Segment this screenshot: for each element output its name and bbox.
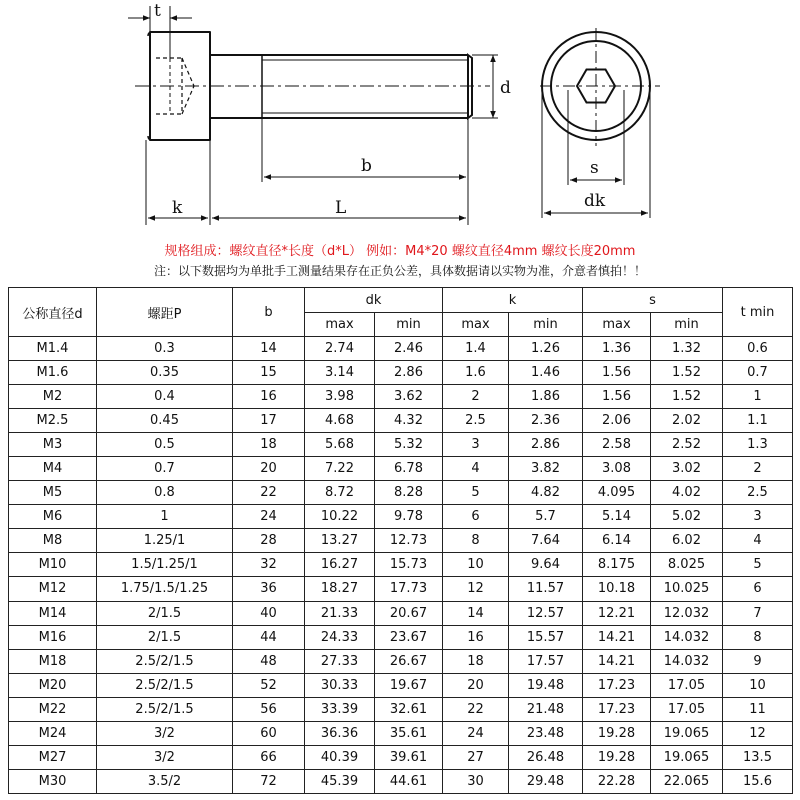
table-row (9, 409, 793, 433)
cell-b: 44 (233, 625, 305, 649)
table-row (9, 337, 793, 361)
cell-nominal: M16 (9, 625, 97, 649)
cell-nominal: M4 (9, 457, 97, 481)
cell-nominal: M5 (9, 481, 97, 505)
header-nominal-diameter: 公称直径d (9, 288, 97, 337)
label-d: d (500, 78, 511, 98)
cell-dk-min: 39.61 (375, 745, 443, 769)
cell-dk-min: 15.73 (375, 553, 443, 577)
cell-s-max: 1.36 (583, 337, 651, 361)
table-row (9, 385, 793, 409)
cell-k-min: 17.57 (509, 649, 583, 673)
cell-nominal: M30 (9, 769, 97, 793)
cell-dk-max: 27.33 (305, 649, 375, 673)
cell-pitch: 1 (97, 505, 233, 529)
cell-t-min: 10 (723, 673, 793, 697)
header-k-min: min (509, 313, 583, 337)
cell-s-min: 5.02 (651, 505, 723, 529)
cell-k-min: 19.48 (509, 673, 583, 697)
table-row (9, 505, 793, 529)
cell-b: 20 (233, 457, 305, 481)
table-row (9, 673, 793, 697)
cell-pitch: 1.25/1 (97, 529, 233, 553)
cell-dk-min: 23.67 (375, 625, 443, 649)
table-row (9, 625, 793, 649)
table-row (9, 697, 793, 721)
cell-b: 36 (233, 577, 305, 601)
header-dk-max: max (305, 313, 375, 337)
cell-nominal: M20 (9, 673, 97, 697)
cell-b: 17 (233, 409, 305, 433)
cell-dk-max: 21.33 (305, 601, 375, 625)
cell-b: 24 (233, 505, 305, 529)
cell-k-min: 3.82 (509, 457, 583, 481)
cell-dk-min: 26.67 (375, 649, 443, 673)
cell-s-max: 10.18 (583, 577, 651, 601)
cell-k-max: 1.6 (443, 361, 509, 385)
cell-nominal: M27 (9, 745, 97, 769)
cell-k-min: 4.82 (509, 481, 583, 505)
cell-dk-min: 6.78 (375, 457, 443, 481)
cell-k-max: 24 (443, 721, 509, 745)
cell-s-max: 1.56 (583, 361, 651, 385)
cell-k-max: 1.4 (443, 337, 509, 361)
cell-dk-max: 13.27 (305, 529, 375, 553)
cell-t-min: 2 (723, 457, 793, 481)
cell-s-max: 14.21 (583, 625, 651, 649)
label-t: t (154, 1, 161, 21)
cell-dk-max: 7.22 (305, 457, 375, 481)
cell-dk-max: 2.74 (305, 337, 375, 361)
cell-pitch: 0.35 (97, 361, 233, 385)
label-b: b (361, 156, 372, 176)
cell-nominal: M24 (9, 721, 97, 745)
cell-s-min: 4.02 (651, 481, 723, 505)
cell-dk-max: 4.68 (305, 409, 375, 433)
cell-dk-max: 24.33 (305, 625, 375, 649)
cell-pitch: 3/2 (97, 745, 233, 769)
cell-s-max: 5.14 (583, 505, 651, 529)
cell-nominal: M1.4 (9, 337, 97, 361)
header-k: k (443, 288, 583, 313)
dimension-table (8, 287, 793, 794)
cell-dk-min: 19.67 (375, 673, 443, 697)
cell-t-min: 6 (723, 577, 793, 601)
cell-s-max: 2.06 (583, 409, 651, 433)
cell-pitch: 0.45 (97, 409, 233, 433)
cell-nominal: M6 (9, 505, 97, 529)
cell-s-min: 2.02 (651, 409, 723, 433)
cell-pitch: 2.5/2/1.5 (97, 673, 233, 697)
cell-dk-min: 5.32 (375, 433, 443, 457)
cell-k-max: 6 (443, 505, 509, 529)
cell-pitch: 1.75/1.5/1.25 (97, 577, 233, 601)
cell-s-max: 8.175 (583, 553, 651, 577)
cell-b: 22 (233, 481, 305, 505)
cell-s-min: 17.05 (651, 697, 723, 721)
cell-pitch: 2.5/2/1.5 (97, 697, 233, 721)
cell-dk-max: 30.33 (305, 673, 375, 697)
tolerance-disclaimer: 注：以下数据均为单批手工测量结果存在正负公差，具体数据请以实物为准，介意者慎拍！！ (153, 264, 646, 278)
cell-k-max: 22 (443, 697, 509, 721)
cell-t-min: 1.1 (723, 409, 793, 433)
cell-t-min: 8 (723, 625, 793, 649)
cell-dk-max: 3.14 (305, 361, 375, 385)
cell-nominal: M18 (9, 649, 97, 673)
header-s-max: max (583, 313, 651, 337)
cell-dk-min: 2.46 (375, 337, 443, 361)
screw-head-end-view (540, 28, 660, 146)
header-s-min: min (651, 313, 723, 337)
cell-k-min: 7.64 (509, 529, 583, 553)
cell-dk-max: 45.39 (305, 769, 375, 793)
cell-dk-min: 12.73 (375, 529, 443, 553)
table-row (9, 601, 793, 625)
cell-dk-min: 20.67 (375, 601, 443, 625)
cell-b: 56 (233, 697, 305, 721)
cell-b: 60 (233, 721, 305, 745)
cell-nominal: M14 (9, 601, 97, 625)
cell-t-min: 12 (723, 721, 793, 745)
cell-dk-max: 3.98 (305, 385, 375, 409)
cell-t-min: 3 (723, 505, 793, 529)
cell-s-min: 22.065 (651, 769, 723, 793)
cell-dk-max: 8.72 (305, 481, 375, 505)
cell-s-max: 17.23 (583, 673, 651, 697)
cell-s-max: 19.28 (583, 721, 651, 745)
cell-k-max: 5 (443, 481, 509, 505)
cell-s-min: 12.032 (651, 601, 723, 625)
cell-dk-max: 10.22 (305, 505, 375, 529)
header-dk: dk (305, 288, 443, 313)
cell-k-min: 1.26 (509, 337, 583, 361)
cell-dk-min: 3.62 (375, 385, 443, 409)
cell-s-max: 17.23 (583, 697, 651, 721)
cell-s-min: 1.32 (651, 337, 723, 361)
cell-pitch: 2.5/2/1.5 (97, 649, 233, 673)
cell-s-min: 19.065 (651, 745, 723, 769)
header-k-max: max (443, 313, 509, 337)
cell-s-min: 14.032 (651, 625, 723, 649)
cell-k-max: 30 (443, 769, 509, 793)
cell-k-min: 26.48 (509, 745, 583, 769)
table-row (9, 457, 793, 481)
cell-pitch: 3.5/2 (97, 769, 233, 793)
table-row (9, 745, 793, 769)
cell-k-max: 3 (443, 433, 509, 457)
cell-b: 32 (233, 553, 305, 577)
cell-s-min: 10.025 (651, 577, 723, 601)
cell-k-min: 23.48 (509, 721, 583, 745)
cell-dk-max: 36.36 (305, 721, 375, 745)
cell-t-min: 5 (723, 553, 793, 577)
cell-dk-min: 9.78 (375, 505, 443, 529)
header-dk-min: min (375, 313, 443, 337)
cell-pitch: 0.3 (97, 337, 233, 361)
cell-dk-max: 33.39 (305, 697, 375, 721)
table-row (9, 577, 793, 601)
cell-s-min: 19.065 (651, 721, 723, 745)
cell-t-min: 11 (723, 697, 793, 721)
header-b: b (233, 288, 305, 337)
cell-s-min: 1.52 (651, 385, 723, 409)
cell-s-max: 14.21 (583, 649, 651, 673)
cell-k-max: 8 (443, 529, 509, 553)
table-row (9, 721, 793, 745)
cell-s-max: 12.21 (583, 601, 651, 625)
dimension-k-and-L (146, 140, 468, 225)
cell-s-min: 1.52 (651, 361, 723, 385)
table-header-row (9, 288, 793, 313)
cell-t-min: 4 (723, 529, 793, 553)
cell-pitch: 2/1.5 (97, 625, 233, 649)
label-L: L (335, 198, 347, 218)
cell-k-min: 2.36 (509, 409, 583, 433)
cell-dk-max: 40.39 (305, 745, 375, 769)
header-s: s (583, 288, 723, 313)
table-row (9, 361, 793, 385)
cell-b: 28 (233, 529, 305, 553)
cell-k-max: 27 (443, 745, 509, 769)
label-s: s (590, 158, 599, 178)
cell-k-min: 12.57 (509, 601, 583, 625)
cell-t-min: 15.6 (723, 769, 793, 793)
cell-s-max: 19.28 (583, 745, 651, 769)
cell-s-max: 22.28 (583, 769, 651, 793)
header-pitch: 螺距P (97, 288, 233, 337)
cell-dk-min: 44.61 (375, 769, 443, 793)
cell-dk-max: 16.27 (305, 553, 375, 577)
cell-dk-max: 5.68 (305, 433, 375, 457)
cell-k-max: 10 (443, 553, 509, 577)
cell-b: 40 (233, 601, 305, 625)
cell-k-min: 1.86 (509, 385, 583, 409)
cell-k-max: 16 (443, 625, 509, 649)
cell-k-max: 2 (443, 385, 509, 409)
cell-s-min: 8.025 (651, 553, 723, 577)
cell-nominal: M12 (9, 577, 97, 601)
cell-k-min: 5.7 (509, 505, 583, 529)
cell-b: 72 (233, 769, 305, 793)
cell-s-min: 3.02 (651, 457, 723, 481)
cell-nominal: M2.5 (9, 409, 97, 433)
cell-dk-min: 32.61 (375, 697, 443, 721)
cell-s-max: 2.58 (583, 433, 651, 457)
cell-s-max: 1.56 (583, 385, 651, 409)
cell-pitch: 0.5 (97, 433, 233, 457)
header-t-min: t min (723, 288, 793, 337)
screw-technical-drawing (0, 0, 800, 238)
cell-s-min: 14.032 (651, 649, 723, 673)
cell-k-min: 15.57 (509, 625, 583, 649)
cell-k-min: 9.64 (509, 553, 583, 577)
cell-t-min: 13.5 (723, 745, 793, 769)
cell-t-min: 7 (723, 601, 793, 625)
table-row (9, 769, 793, 793)
cell-dk-min: 8.28 (375, 481, 443, 505)
table-row (9, 529, 793, 553)
cell-s-min: 2.52 (651, 433, 723, 457)
cell-pitch: 0.4 (97, 385, 233, 409)
table-row (9, 553, 793, 577)
cell-dk-max: 18.27 (305, 577, 375, 601)
cell-s-min: 6.02 (651, 529, 723, 553)
cell-dk-min: 4.32 (375, 409, 443, 433)
cell-nominal: M10 (9, 553, 97, 577)
cell-t-min: 9 (723, 649, 793, 673)
cell-dk-min: 17.73 (375, 577, 443, 601)
table-row (9, 481, 793, 505)
cell-k-max: 12 (443, 577, 509, 601)
cell-k-min: 11.57 (509, 577, 583, 601)
cell-k-max: 20 (443, 673, 509, 697)
cell-s-min: 17.05 (651, 673, 723, 697)
cell-pitch: 3/2 (97, 721, 233, 745)
cell-s-max: 3.08 (583, 457, 651, 481)
cell-pitch: 0.7 (97, 457, 233, 481)
cell-nominal: M2 (9, 385, 97, 409)
cell-dk-min: 35.61 (375, 721, 443, 745)
cell-nominal: M8 (9, 529, 97, 553)
cell-s-max: 4.095 (583, 481, 651, 505)
cell-pitch: 0.8 (97, 481, 233, 505)
label-dk: dk (584, 191, 606, 211)
cell-k-min: 2.86 (509, 433, 583, 457)
cell-pitch: 1.5/1.25/1 (97, 553, 233, 577)
cell-b: 18 (233, 433, 305, 457)
cell-nominal: M22 (9, 697, 97, 721)
cell-k-min: 29.48 (509, 769, 583, 793)
cell-k-min: 1.46 (509, 361, 583, 385)
table-body (9, 337, 793, 794)
cell-t-min: 1 (723, 385, 793, 409)
cell-nominal: M1.6 (9, 361, 97, 385)
screw-shank-side-view (135, 55, 490, 118)
label-k: k (172, 198, 183, 218)
cell-k-max: 2.5 (443, 409, 509, 433)
cell-b: 16 (233, 385, 305, 409)
spec-format-note: 规格组成：螺纹直径*长度（d*L） 例如：M4*20 螺纹直径4mm 螺纹长度20mm (164, 244, 636, 259)
cell-b: 15 (233, 361, 305, 385)
cell-k-min: 21.48 (509, 697, 583, 721)
cell-t-min: 2.5 (723, 481, 793, 505)
cell-t-min: 0.6 (723, 337, 793, 361)
cell-b: 48 (233, 649, 305, 673)
cell-b: 66 (233, 745, 305, 769)
cell-s-max: 6.14 (583, 529, 651, 553)
table-row (9, 433, 793, 457)
cell-t-min: 1.3 (723, 433, 793, 457)
cell-t-min: 0.7 (723, 361, 793, 385)
cell-k-max: 4 (443, 457, 509, 481)
cell-k-max: 14 (443, 601, 509, 625)
cell-k-max: 18 (443, 649, 509, 673)
cell-b: 52 (233, 673, 305, 697)
cell-dk-min: 2.86 (375, 361, 443, 385)
cell-b: 14 (233, 337, 305, 361)
table-row (9, 649, 793, 673)
cell-nominal: M3 (9, 433, 97, 457)
cell-pitch: 2/1.5 (97, 601, 233, 625)
